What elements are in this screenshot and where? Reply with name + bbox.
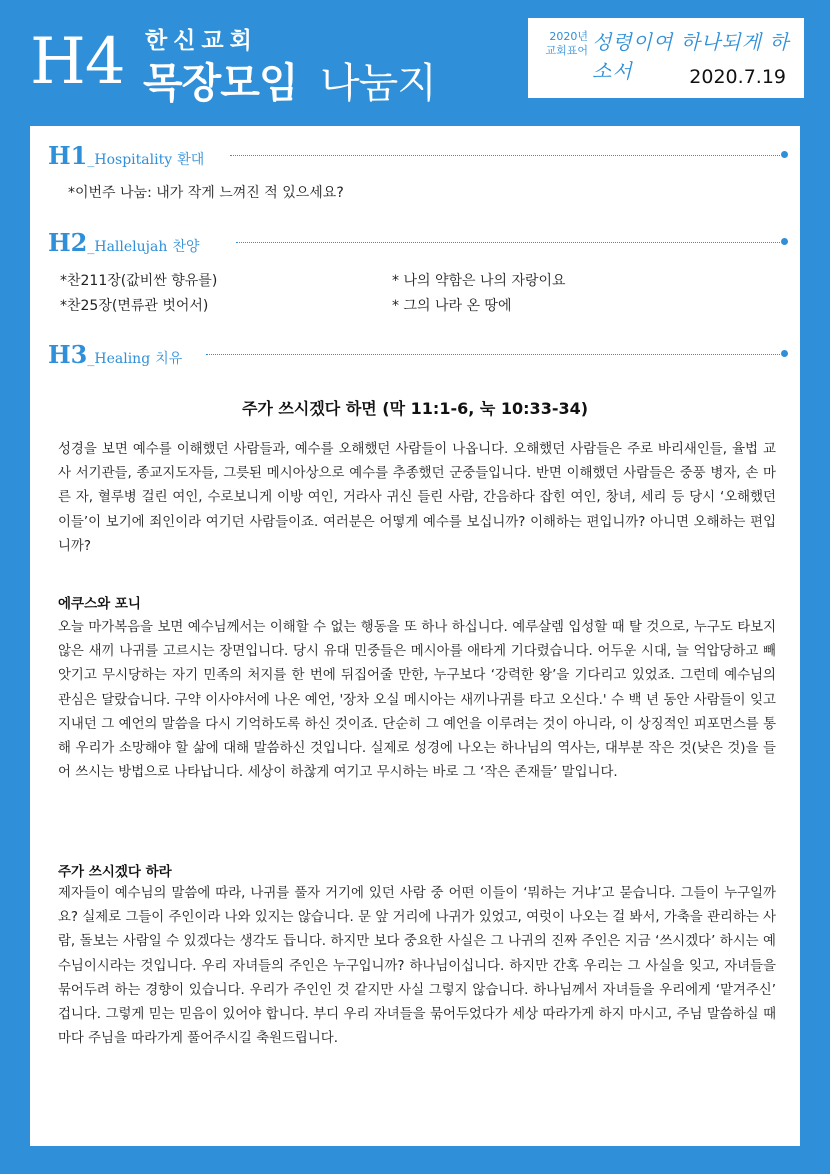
- section-h1-code: H1: [48, 141, 88, 170]
- section-h2-dot: [781, 238, 788, 245]
- motto-year-line-1: 2020년: [549, 30, 588, 43]
- content-paper: [30, 126, 800, 1146]
- hymn-item: *찬211장(값비싼 향유를): [60, 273, 218, 289]
- title-main: 목장모임: [143, 59, 298, 107]
- h1-question: *이번주 나눔: 내가 작게 느껴진 적 있으세요?: [68, 185, 344, 201]
- praise-item: * 그의 나라 온 땅에: [392, 298, 512, 314]
- section-h3-ko: 치유: [155, 351, 183, 367]
- bulletin-date: 2020.7.19: [689, 66, 786, 88]
- motto-year-line-2: 교회표어: [545, 44, 588, 57]
- title-light: 나눔지: [320, 59, 436, 107]
- section-h3-en: _Healing: [87, 351, 151, 367]
- subheading-1: 에쿠스와 포니: [58, 596, 141, 612]
- section-h1-divider: [230, 155, 780, 156]
- hymn-item: *찬25장(면류관 벗어서): [60, 298, 209, 314]
- section-h1-ko: 환대: [177, 152, 205, 168]
- section-h2-divider: [236, 242, 780, 243]
- section-h2-heading: [48, 228, 788, 258]
- section-h2-code: H2: [48, 228, 88, 257]
- section-h3-heading: [48, 340, 788, 370]
- sermon-paragraph-1: 오늘 마가복음을 보면 예수님께서는 이해할 수 없는 행동을 또 하나 하십니다. 예루살렘 입성할 때 탈 것으로, 누구도 타보지 않은 새끼 나귀를 고르시는 장면입니다. 당시 유대 민중들은 메시아를 애타게 기다렸습니다. 어두운 시대, 늘 억압당하고 빼앗기고 무시당하는 자기 민족의 처지를 한 번에 뒤집어줄 만한, 누구보다 ‘강력한 왕’을 기다리고 있었죠. 그런데 예수님의 관심은 달랐습니다. 구약 이사야서에 나온 예언, '장차 오실 메시아는 새끼나귀를 타고 오신다.' 수 백 년 동안 사람들이 잊고 지내던 그 예언의 말씀을 다시 기억하도록 하신 것이죠. 단순히 그 예언을 이루려는 것이 아니라, 이 상징적인 피포먼스를 통해 우리가 소망해야 할 삶에 대해 말씀하신 것입니다. 실제로 성경에 나오는 하나님의 역사는, 대부분 작은 것(낮은 것)을 들어 쓰시는 방법으로 나타납니다. 세상이 하찮게 여기고 무시하는 바로 그 ‘작은 존재들’ 말입니다.: [58, 620, 776, 781]
- church-name: 한신교회: [145, 28, 258, 54]
- section-h1-dot: [781, 151, 788, 158]
- section-h2-en: _Hallelujah: [87, 239, 168, 255]
- section-h1-en: _Hospitality: [87, 152, 173, 168]
- section-h3-dot: [781, 350, 788, 357]
- motto-text: 성령이여 하나되게 하소서: [592, 30, 790, 83]
- section-h3-divider: [206, 354, 780, 355]
- page-header: [0, 0, 830, 125]
- section-h3-code: H3: [48, 340, 88, 369]
- sermon-intro: 성경을 보면 예수를 이해했던 사람들과, 예수를 오해했던 사람들이 나옵니다. 오해했던 사람들은 주로 바리새인들, 율법 교사 서기관들, 종교지도자들, 그릇된 메시아상으로 예수를 추종했던 군중들입니다. 반면 이해했던 사람들은 중풍 병자, 손 마른 자, 혈루병 걸린 여인, 수로보니게 이방 여인, 거라사 귀신 들린 사람, 간음하다 잡힌 여인, 창녀, 세리 등 당시 ‘오해했던 이들’이 보기에 죄인이라 여기던 사람들이죠. 여러분은 어떻게 예수를 보십니까? 이해하는 편입니까? 아니면 오해하는 편입니까?: [58, 442, 776, 554]
- section-h2-ko: 찬양: [172, 239, 200, 255]
- sermon-title: 주가 쓰시겠다 하면 (막 11:1-6, 눅 10:33-34): [241, 399, 589, 418]
- subheading-2: 주가 쓰시겠다 하라: [58, 864, 172, 880]
- motto-box: [528, 18, 804, 98]
- section-h1-heading: [48, 141, 788, 171]
- sermon-paragraph-2: 제자들이 예수님의 말씀에 따라, 나귀를 풀자 거기에 있던 사람 중 어떤 이들이 ‘뭐하는 거냐’고 묻습니다. 그들이 누구일까요? 실제로 그들이 주인이라 나와 있지는 않습니다. 문 앞 거리에 나귀가 있었고, 여럿이 나오는 걸 봐서, 가축을 관리하는 사람, 돌보는 사람일 수 있겠다는 생각도 듭니다. 하지만 보다 중요한 사실은 그 나귀의 진짜 주인은 지금 ‘쓰시겠다’ 하시는 예수님이시라는 것입니다. 우리 자녀들의 주인은 누구입니까? 하나님이십니다. 하지만 간혹 우리는 그 사실을 잊고, 자녀들을 묶어두려 하는 경향이 있습니다. 우리가 주인인 것 같지만 사실 그렇지 않습니다. 하나님께서 자녀들을 우리에게 ‘맡겨주신’ 겁니다. 그렇게 믿는 믿음이 있어야 합니다. 부디 우리 자녀들을 묶어두었다가 세상 따라가게 하지 마시고, 주님 말씀하실 때마다 주님을 따라가게 풀어주시길 축원드립니다.: [58, 886, 776, 1047]
- praise-item: * 나의 약함은 나의 자랑이요: [392, 273, 566, 289]
- header-code: H4: [30, 25, 125, 99]
- motto-year: [540, 30, 588, 58]
